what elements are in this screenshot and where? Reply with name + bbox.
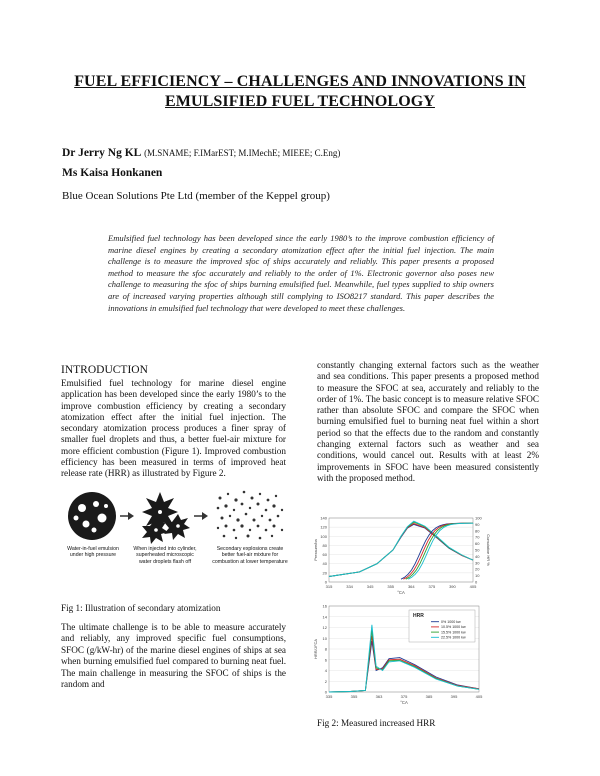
fig1-label-3: Secondary explosions create better fuel-air mixture for combustion at lower temperature [212, 546, 288, 565]
y-tick-label: 140 [320, 515, 327, 521]
x-tick-label: 334 [346, 584, 353, 589]
y2-tick-label: 60 [475, 541, 480, 547]
x-tick-label: 335 [325, 694, 333, 699]
y2-axis-label: Cumulative HR % [486, 534, 491, 566]
y2-tick-label: 0 [475, 579, 478, 585]
paper-title: FUEL EFFICIENCY – CHALLENGES AND INNOVATIONS IN EMULSIFIED FUEL TECHNOLOGY [74, 73, 526, 110]
y-tick-label: 120 [320, 524, 327, 530]
y2-tick-label: 10 [475, 573, 480, 579]
x-tick-label: 315 [325, 584, 333, 589]
y-tick-label: 2 [324, 678, 327, 684]
fine-mixture-graphic [217, 491, 284, 540]
x-tick-label: 355 [387, 584, 395, 589]
cumulative-line-4 [408, 523, 473, 579]
x-tick-label: 390 [449, 584, 456, 589]
series-line-3 [329, 522, 473, 576]
pressure-chart [313, 512, 493, 596]
y2-tick-label: 70 [475, 534, 480, 540]
y2-tick-label: 100 [475, 515, 482, 521]
legend-entry: 22.5% 1000 kw [441, 635, 466, 640]
y-tick-label: 6 [324, 657, 327, 663]
affiliation: Blue Ocean Solutions Pte Ltd (member of the Keppel group) [62, 190, 330, 202]
y-tick-label: 80 [322, 542, 327, 548]
x-tick-label: 385 [425, 694, 433, 699]
y-tick-label: 0 [324, 689, 327, 695]
figure-2-caption: Fig 2: Measured increased HRR [317, 718, 436, 728]
y-axis-label: Pressure/ba [313, 539, 318, 561]
intro-heading: INTRODUCTION [61, 364, 148, 376]
figure-1-illustration [60, 478, 292, 596]
hrr-legend [409, 610, 475, 642]
intro-paragraph-1: Emulsified fuel technology for marine diesel engine application has been developed since the early 1980’s to the improve combustion efficiency by creating a secondary atomization effect after the initial fuel injection. The secondary atomization process produces a finer spray of smaller fuel droplets and thus, a better fuel-air mixture for more efficient combustion (Figure 1). Improved combustion efficiency has been measured in terms of improved heat release rate (HRR) as illustrated by Figure 2. [61, 378, 286, 479]
hrr-chart [313, 600, 493, 712]
y2-tick-label: 40 [475, 553, 480, 559]
legend-entry: 15.5% 1000 kw [441, 630, 466, 635]
intro-paragraph-2: The ultimate challenge is to be able to measure accurately and reliably, any improved specific fuel consumptions, SFOC (g/kW-hr) of the marine diesel engines of ships at sea when burning emulsified fuel compared to burning neat fuel. The main challenge in measuring the SFOC of ships is the random and [61, 622, 286, 690]
y-axis-label: HRR/J/°CA [313, 638, 318, 660]
author-1-credentials: (M.SNAME; F.IMarEST; M.IMechE; MIEEE; C.Eng) [144, 148, 341, 158]
author-2-name: Ms Kaisa Honkanen [62, 167, 163, 179]
x-tick-label: 375 [428, 584, 436, 589]
legend-entry: 10.5% 1000 kw [441, 625, 466, 630]
author-1 [62, 147, 340, 159]
right-column [317, 360, 539, 484]
y-tick-label: 14 [322, 614, 327, 620]
series-line-4 [329, 521, 473, 576]
emulsion-droplet-graphic [68, 492, 116, 540]
x-tick-label: 375 [400, 694, 408, 699]
legend-title: HRR [413, 613, 424, 619]
x-tick-label: 395 [450, 694, 458, 699]
y2-tick-label: 30 [475, 560, 480, 566]
figure-1-caption: Fig 1: Illustration of secondary atomization [61, 603, 221, 613]
y2-tick-label: 90 [475, 521, 480, 527]
series-line-1 [329, 524, 473, 576]
fig1-label-2: When injected into cylinder, superheated microscopic water droplets flash off [133, 546, 197, 565]
y-tick-label: 12 [322, 625, 327, 630]
left-column [61, 364, 286, 480]
x-tick-label: 405 [469, 584, 477, 589]
flash-off-graphic [142, 492, 190, 544]
x-axis-label: °CA [397, 590, 405, 595]
y-tick-label: 4 [324, 668, 327, 673]
x-tick-label: 345 [366, 584, 374, 589]
y-tick-label: 20 [322, 570, 327, 576]
y-tick-label: 40 [322, 561, 327, 567]
x-tick-label: 363 [375, 694, 383, 699]
y-tick-label: 60 [322, 552, 327, 558]
y-tick-label: 100 [320, 533, 327, 539]
legend-entry: 0% 1000 kw [441, 620, 461, 624]
y2-tick-label: 80 [475, 528, 480, 534]
x-tick-label: 405 [475, 694, 483, 699]
y2-tick-label: 20 [475, 566, 480, 572]
y2-tick-label: 50 [475, 547, 480, 553]
x-tick-label: 364 [407, 584, 415, 589]
y-tick-label: 8 [324, 646, 327, 652]
fig1-label-1: Water-in-fuel emulsion under high pressure [67, 546, 119, 559]
y-tick-label: 0 [324, 579, 327, 585]
intro-paragraph-3: constantly changing external factors such as the weather and sea conditions. This paper presents a proposed method to measure the SFOC at sea, accurately and reliably to the order of 1%. The basic concept is to measure relative SFOC rather than absolute SFOC and compare the SFOC when burning emulsified fuel to burning neat fuel within a short period so that the effects due to the random and constantly changing external factors such as weather and sea conditions, would cancel out. Results with at least 2% improvements in SFOC have been measured consistently with the proposed method. [317, 360, 539, 483]
x-tick-label: 355 [350, 694, 358, 699]
cumulative-line-2 [403, 523, 473, 579]
series-line-1 [329, 641, 479, 692]
y-tick-label: 10 [322, 635, 327, 641]
author-1-name: Dr Jerry Ng KL [62, 147, 142, 159]
abstract: Emulsified fuel technology has been developed since the early 1980’s to the improve combustion efficiency of marine diesel engines by creating a secondary atomization effect after the initial fuel injection. The main challenge is to measure the improved sfoc of ships accurately and reliably. This paper presents a proposed method to measure the sfoc accurately and reliably to the order of 1%. Electronic governor also poses new challenge to measuring the sfoc of ships burning emulsified fuel. Meanwhile, fuel types supplied to ship owners are of increased varying properties although still complying to ISO8217 standard. This paper describes the innovations in emulsified fuel technology that were developed to meet these challenges. [108, 233, 494, 313]
x-axis-label: °CA [400, 700, 408, 705]
series-line-2 [329, 636, 479, 692]
y-tick-label: 16 [322, 603, 327, 609]
